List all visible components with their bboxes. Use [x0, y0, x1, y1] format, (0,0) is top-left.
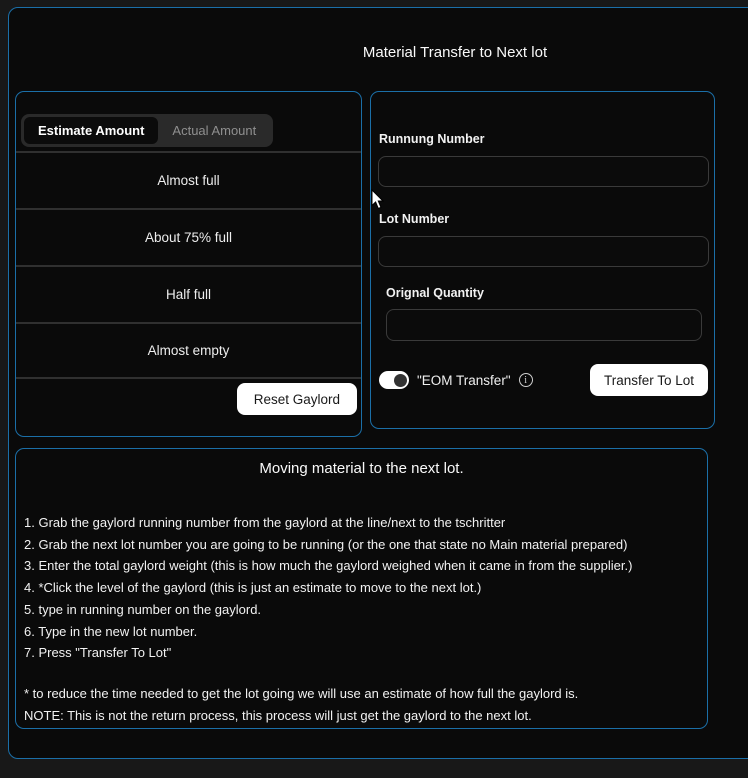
- instruction-step: 5. type in running number on the gaylord.: [24, 601, 262, 617]
- transfer-to-lot-button[interactable]: Transfer To Lot: [590, 364, 708, 396]
- instruction-step: 7. Press "Transfer To Lot": [24, 645, 172, 661]
- page-title: Material Transfer to Next lot: [362, 44, 548, 61]
- level-almost-full[interactable]: Almost full: [16, 151, 361, 208]
- instructions-heading: Moving material to the next lot.: [259, 460, 464, 477]
- eom-transfer-label: "EOM Transfer": [417, 372, 511, 388]
- level-about-75-full[interactable]: About 75% full: [16, 208, 361, 265]
- lot-number-input[interactable]: [378, 236, 709, 267]
- toggle-knob: [394, 374, 407, 387]
- estimate-panel: [15, 91, 362, 437]
- transfer-form-panel: [370, 91, 715, 429]
- running-number-label: Runnung Number: [379, 132, 485, 146]
- instruction-step: 2. Grab the next lot number you are going to be running (or the one that state no Main material prepared): [24, 536, 628, 552]
- tab-actual-amount[interactable]: Actual Amount: [158, 117, 270, 144]
- footnote-note: NOTE: This is not the return process, this process will just get the gaylord to the next lot.: [24, 707, 532, 723]
- instructions-steps: [24, 512, 701, 664]
- original-quantity-input[interactable]: [386, 309, 702, 341]
- info-icon[interactable]: i: [519, 373, 533, 387]
- lot-number-label: Lot Number: [379, 212, 450, 226]
- material-transfer-card: [8, 7, 748, 759]
- instruction-step: 4. *Click the level of the gaylord (this is just an estimate to move to the next lot.): [24, 580, 482, 596]
- instruction-step: 6. Type in the new lot number.: [24, 623, 198, 639]
- tab-estimate-amount[interactable]: Estimate Amount: [24, 117, 158, 144]
- reset-gaylord-button[interactable]: Reset Gaylord: [237, 383, 357, 415]
- instructions-panel: [15, 448, 708, 729]
- footnote-estimate: * to reduce the time needed to get the lot going we will use an estimate of how full the gaylord is.: [24, 686, 579, 701]
- eom-toggle-group: [379, 371, 533, 389]
- fill-level-list: [16, 151, 361, 379]
- level-half-full[interactable]: Half full: [16, 265, 361, 322]
- instruction-step: 3. Enter the total gaylord weight (this is how much the gaylord weighed when it came in from the supplier.): [24, 558, 633, 574]
- instruction-step: 1. Grab the gaylord running number from the gaylord at the line/next to the tschritter: [24, 515, 506, 530]
- eom-transfer-toggle[interactable]: [379, 371, 409, 389]
- level-almost-empty[interactable]: Almost empty: [16, 322, 361, 379]
- instructions-footnotes: [24, 683, 701, 726]
- form-actions-row: [379, 364, 708, 396]
- original-quantity-label: Orignal Quantity: [386, 286, 484, 300]
- running-number-input[interactable]: [378, 156, 709, 187]
- amount-mode-tabs: [21, 114, 273, 147]
